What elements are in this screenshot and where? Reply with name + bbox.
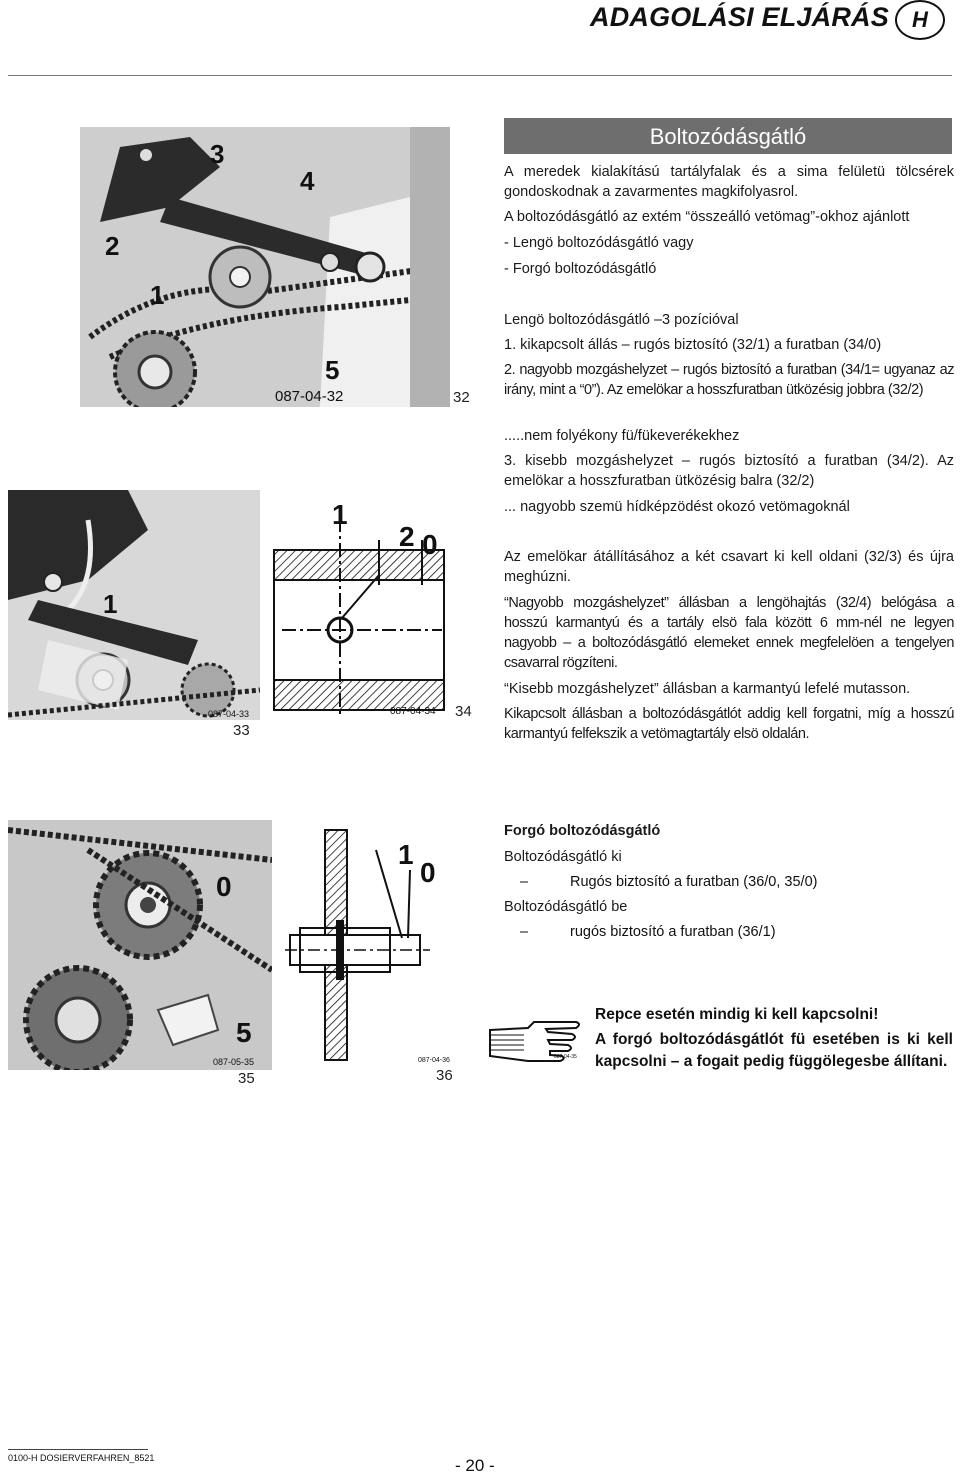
fig36-label-0: 0: [420, 857, 436, 888]
figure-33-photo: [8, 490, 260, 720]
intro-paragraph: A meredek kialakítású tartályfalak és a sima felületü tölcsérek gondoskodnak a zavarmentes magkifolyasrol.: [504, 164, 954, 200]
fig36-code: 087-04-36: [418, 1057, 450, 1064]
option-forgo: - Forgó boltozódásgátló: [504, 261, 657, 277]
lever-adjust-paragraph: Az emelökar átállításához a két csavart ki kell oldani (32/3) és újra meghúzni.: [504, 549, 954, 585]
forgo-on-value: rugós biztosító a furatban (36/1): [570, 924, 776, 940]
position-1: 1. kikapcsolt állás – rugós biztosító (32/1) a furatban (34/0): [504, 337, 882, 353]
section-title-bar: Boltozódásgátló: [504, 118, 952, 154]
figure-34-number: 34: [455, 703, 472, 720]
recommend-paragraph: A boltozódásgátló az extém “összeálló vetömag”-okhoz ajánlott: [504, 209, 910, 225]
forgo-heading: Forgó boltozódásgátló: [504, 823, 661, 839]
header-rule: [8, 75, 952, 76]
pointing-hand-icon: [488, 1010, 584, 1066]
figure-36-drawing: [280, 820, 470, 1070]
fig35-code: 087-05-35: [213, 1057, 255, 1067]
fig32-label-5: 5: [325, 355, 340, 385]
fig32-label-1: 1: [150, 280, 165, 310]
figure-32-illustration: [80, 127, 450, 407]
large-position-paragraph: “Nagyobb mozgáshelyzet” állásban a lengöhajtás (32/4) belógása a hosszú karmantyú és a tartály elsö fala között 6 mm-nél ne legyen nagyobb – a boltozódásgátló elemeket ennek megfelelöen a tengelyen csavarral rögzíteni.: [504, 595, 954, 671]
figure-35-illustration: [8, 820, 272, 1070]
position-3: 3. kisebb mozgáshelyzet – rugós biztosító a furatban (34/2). Az emelökar a hosszfuratban ütközésig balra (32/2): [504, 453, 954, 489]
figure-34-drawing: [262, 490, 452, 720]
fig36-label-1: 1: [398, 839, 414, 870]
fig33-label-1: 1: [103, 589, 118, 619]
fig32-label-2: 2: [105, 231, 120, 261]
lengo-heading: Lengö boltozódásgátló –3 pozícióval: [504, 312, 739, 328]
figure-35-number: 35: [238, 1070, 255, 1087]
fig34-label-2: 2: [399, 521, 415, 552]
footer-doc-code: 0100-H DOSIERVERFAHREN_8521: [8, 1453, 155, 1463]
position-2-note: .....nem folyékony fü/fükeverékekhez: [504, 428, 740, 444]
figure-33-number: 33: [233, 722, 250, 739]
language-badge: H: [895, 0, 945, 40]
fig34-label-1: 1: [332, 499, 348, 530]
figure-33-illustration: [8, 490, 260, 720]
off-position-paragraph: Kikapcsolt állásban a boltozódásgátlót addig kell forgatni, míg a hosszú karmantyú felfekszik a vetömagtartály elsö oldalán.: [504, 706, 954, 742]
figure-36-number: 36: [436, 1067, 453, 1084]
page-header-title: ADAGOLÁSI ELJÁRÁS: [590, 2, 889, 32]
fig33-code: 087-04-33: [208, 709, 250, 719]
small-position-paragraph: “Kisebb mozgáshelyzet” állásban a karmantyú lefelé mutasson.: [504, 681, 911, 697]
position-3-note: ... nagyobb szemü hídképzödést okozó vetömagoknál: [504, 499, 850, 515]
forgo-off-dash: –: [520, 874, 529, 890]
hand-code: 087-04-35: [554, 1054, 577, 1060]
footer-rule: [8, 1449, 148, 1450]
position-2: 2. nagyobb mozgáshelyzet – rugós biztosító a furatban (34/1= ugyanaz az irány, mint a “0”). Az emelökar a hosszfuratban ütközésig jobbra (32/2): [504, 362, 954, 398]
option-lengo: - Lengö boltozódásgátló vagy: [504, 235, 694, 251]
page-number: - 20 -: [455, 1456, 495, 1475]
warning-line-1: Repce esetén mindig ki kell kapcsolni!: [595, 1006, 879, 1023]
fig34-label-0: 0: [422, 529, 438, 560]
forgo-off-label: Boltozódásgátló ki: [504, 849, 622, 865]
fig32-code: 087-04-32: [275, 388, 344, 405]
fig35-label-0: 0: [216, 871, 232, 902]
forgo-on-dash: –: [520, 924, 529, 940]
fig34-code: 087-04-34: [390, 706, 436, 717]
forgo-on-label: Boltozódásgátló be: [504, 899, 628, 915]
fig35-label-5: 5: [236, 1017, 252, 1048]
warning-line-2: A forgó boltozódásgátlót fü esetében is ki kell kapcsolni – a fogait pedig függölegesbe állítani.: [595, 1031, 953, 1070]
figure-32-photo: [80, 127, 450, 407]
fig32-label-4: 4: [300, 166, 315, 196]
forgo-off-value: Rugós biztosító a furatban (36/0, 35/0): [570, 874, 818, 890]
fig32-label-3: 3: [210, 139, 225, 169]
figure-36-illustration: [280, 820, 470, 1070]
figure-32-number: 32: [453, 389, 470, 406]
figure-35-photo: [8, 820, 272, 1070]
figure-34-illustration: [262, 490, 452, 720]
